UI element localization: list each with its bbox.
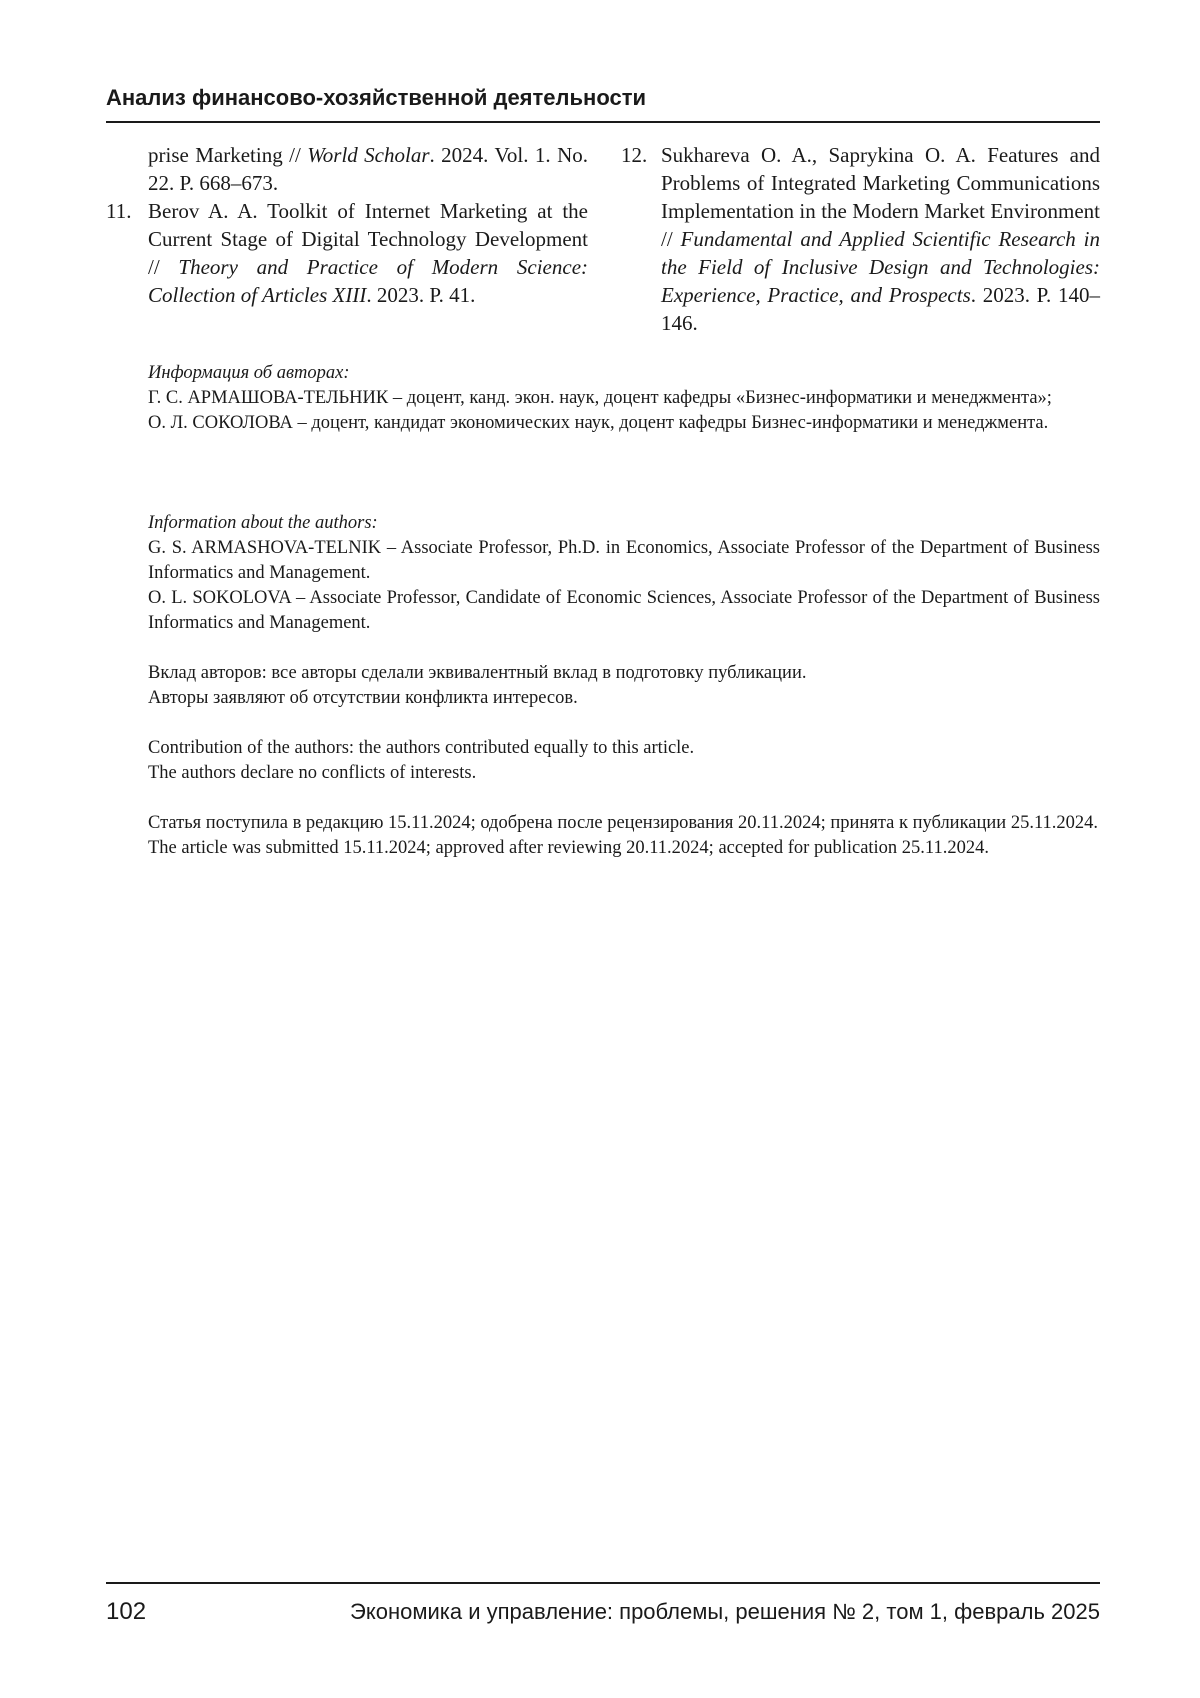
author-2-en: O. L. SOKOLOVA – Associate Professor, Candidate of Economic Sciences, Associate Professor of the Department of Business Informatics and Management.	[148, 588, 1100, 633]
running-head-title: Анализ финансово-хозяйственной деятельности	[106, 85, 646, 110]
reference-11	[106, 197, 588, 309]
authors-info-en-label: Information about the authors:	[148, 513, 378, 533]
author-2-ru: О. Л. СОКОЛОВА – доцент, кандидат экономических наук, доцент кафедры Бизнес-информатики и менеджмента.	[148, 413, 1049, 433]
reference-11-number: 11.	[106, 199, 132, 223]
author-1-en: G. S. ARMASHOVA-TELNIK – Associate Professor, Ph.D. in Economics, Associate Professor of the Department of Business Informatics and Management.	[148, 538, 1100, 583]
authors-info-ru-label: Информация об авторах:	[148, 363, 350, 383]
reference-12-text: Sukhareva O. A., Saprykina O. A. Features and Problems of Integrated Marketing Communications Implementation in the Modern Market Environment //	[661, 143, 1100, 251]
reference-11-details: . 2023. P. 41.	[366, 283, 476, 307]
reference-12-body	[661, 141, 1100, 337]
conflict-ru-line2: Авторы заявляют об отсутствии конфликта интересов.	[148, 688, 578, 708]
references-column-right	[621, 141, 1100, 337]
reference-10-details: . 2024. Vol. 1. No. 22. P. 668–673.	[148, 143, 588, 195]
header-divider	[106, 121, 1100, 123]
journal-info: Экономика и управление: проблемы, решения № 2, том 1, февраль 2025	[350, 1599, 1100, 1624]
page-number: 102	[106, 1598, 147, 1625]
reference-10-journal: World Scholar	[307, 143, 430, 167]
reference-10-continued	[106, 141, 588, 197]
article-dates	[148, 811, 1100, 861]
reference-12-details: . 2023. P. 140–146.	[661, 283, 1100, 335]
contribution-ru-line1: Вклад авторов: все авторы сделали эквивалентный вклад в подготовку публикации.	[148, 663, 807, 683]
reference-11-journal: Theory and Practice of Modern Science: Collection of Articles XIII	[148, 255, 589, 307]
reference-12-number: 12.	[621, 143, 648, 167]
references-column-left	[106, 141, 588, 309]
reference-12	[621, 141, 1100, 337]
authors-info-en	[148, 511, 1100, 636]
article-dates-en: The article was submitted 15.11.2024; approved after reviewing 20.11.2024; accepted for publication 25.11.2024.	[148, 838, 990, 858]
contribution-en	[148, 736, 1100, 786]
author-1-ru: Г. С. АРМАШОВА-ТЕЛЬНИК – доцент, канд. экон. наук, доцент кафедры «Бизнес-информатики и менеджмента»;	[148, 388, 1052, 408]
footer-divider	[106, 1582, 1100, 1584]
reference-11-text: Berov A. A. Toolkit of Internet Marketing at the Current Stage of Digital Technology Development //	[148, 199, 588, 279]
article-dates-ru: Статья поступила в редакцию 15.11.2024; одобрена после рецензирования 20.11.2024; принята к публикации 25.11.2024.	[148, 813, 1099, 833]
authors-info-ru	[148, 361, 1100, 436]
reference-11-body	[148, 197, 588, 309]
reference-12-journal: Fundamental and Applied Scientific Research in the Field of Inclusive Design and Technologies: Experience, Practice, and Prospects	[661, 227, 1100, 307]
contribution-en-line1: Contribution of the authors: the authors contributed equally to this article.	[148, 738, 695, 758]
contribution-ru	[148, 661, 1100, 711]
conflict-en-line2: The authors declare no conflicts of interests.	[148, 763, 477, 783]
reference-10-text: prise Marketing //	[148, 143, 308, 167]
